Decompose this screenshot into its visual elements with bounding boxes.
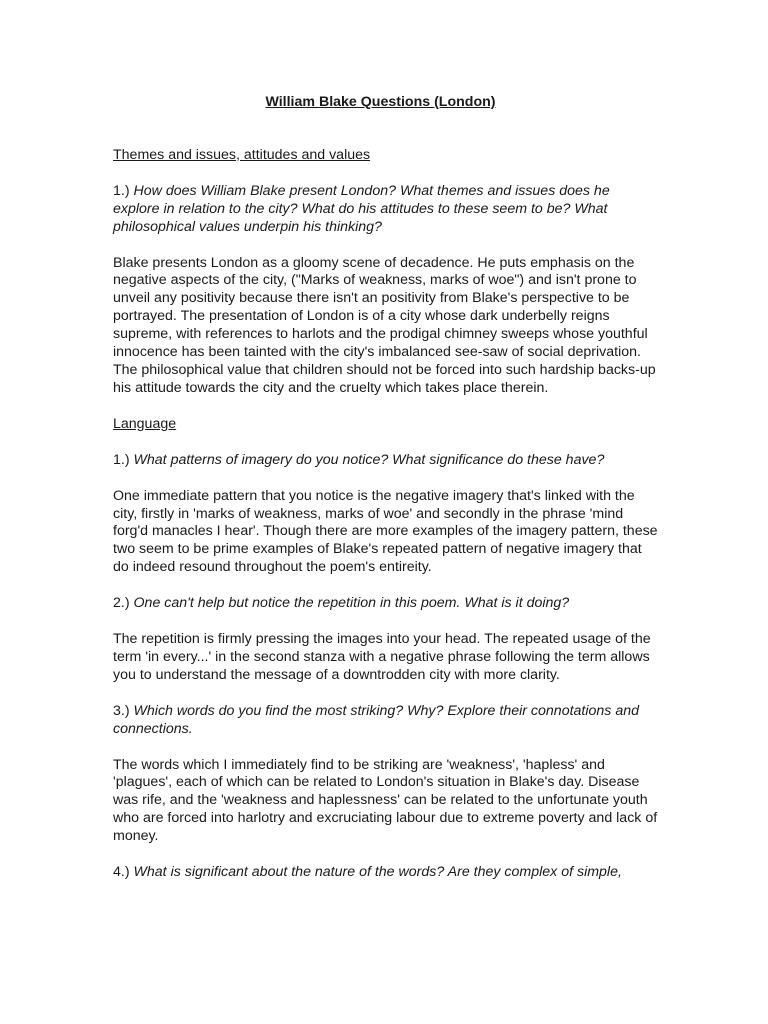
question-text: What patterns of imagery do you notice? What significance do these have? bbox=[133, 451, 605, 468]
section-heading-themes: Themes and issues, attitudes and values bbox=[113, 146, 371, 163]
question-themes-1 bbox=[113, 183, 658, 237]
question-language-3 bbox=[113, 703, 658, 739]
question-language-2 bbox=[113, 595, 658, 613]
answer-themes-1: Blake presents London as a gloomy scene of decadence. He puts emphasis on the negative aspects of the city, ("Marks of weakness, marks of woe") and isn't prone to unveil any positivity because there isn't an positivity from Blake's perspective to be portrayed. The presentation of London is of a city whose dark underbelly reigns supreme, with references to harlots and the prodigal chimney sweeps whose youthful innocence has been tainted with the city's imbalanced see-saw of social deprivation. The philosophical value that children should not be forced into such hardship backs-up his attitude towards the city and the cruelty which takes place therein. bbox=[113, 254, 656, 396]
question-text: One can't help but notice the repetition in this poem. What is it doing? bbox=[133, 595, 570, 612]
question-text: Which words do you find the most striking? Why? Explore their connotations and connections. bbox=[113, 702, 640, 737]
question-number: 2.) bbox=[113, 595, 130, 612]
question-number: 1.) bbox=[113, 451, 130, 468]
question-number: 1.) bbox=[113, 182, 130, 199]
answer-language-3: The words which I immediately find to be striking are 'weakness', 'hapless' and 'plagues', each of which can be related to London's situation in Blake's day. Disease was rife, and the 'weakness and haplessness' can be related to the unfortunate youth who are forced into harlotry and excruciating labour due to extreme poverty and lack of money. bbox=[113, 756, 658, 845]
question-language-4 bbox=[113, 864, 658, 882]
document-title: William Blake Questions (London) bbox=[265, 94, 496, 110]
answer-language-1: One immediate pattern that you notice is the negative imagery that's linked with the city, firstly in 'marks of weakness, marks of woe' and secondly in the phrase 'mind forg'd manacles I hear'. Though there are more examples of the imagery pattern, these two seem to be prime examples of Blake's repeated pattern of negative imagery that do indeed resound throughout the poem's entireity. bbox=[113, 487, 658, 576]
question-text: How does William Blake present London? What themes and issues does he explore in relation to the city? What do his attitudes to these seem to be? What philosophical values underpin his thinking? bbox=[113, 182, 610, 235]
question-number: 4.) bbox=[113, 864, 130, 881]
question-number: 3.) bbox=[113, 702, 130, 719]
section-heading-language: Language bbox=[113, 415, 177, 432]
answer-language-2: The repetition is firmly pressing the images into your head. The repeated usage of the term 'in every...' in the second stanza with a negative phrase following the term allows you to understand the message of a downtrodden city with more clarity. bbox=[113, 631, 651, 683]
question-language-1 bbox=[113, 452, 658, 470]
document-body bbox=[113, 94, 658, 900]
question-text: What is significant about the nature of the words? Are they complex of simple, bbox=[133, 864, 622, 881]
